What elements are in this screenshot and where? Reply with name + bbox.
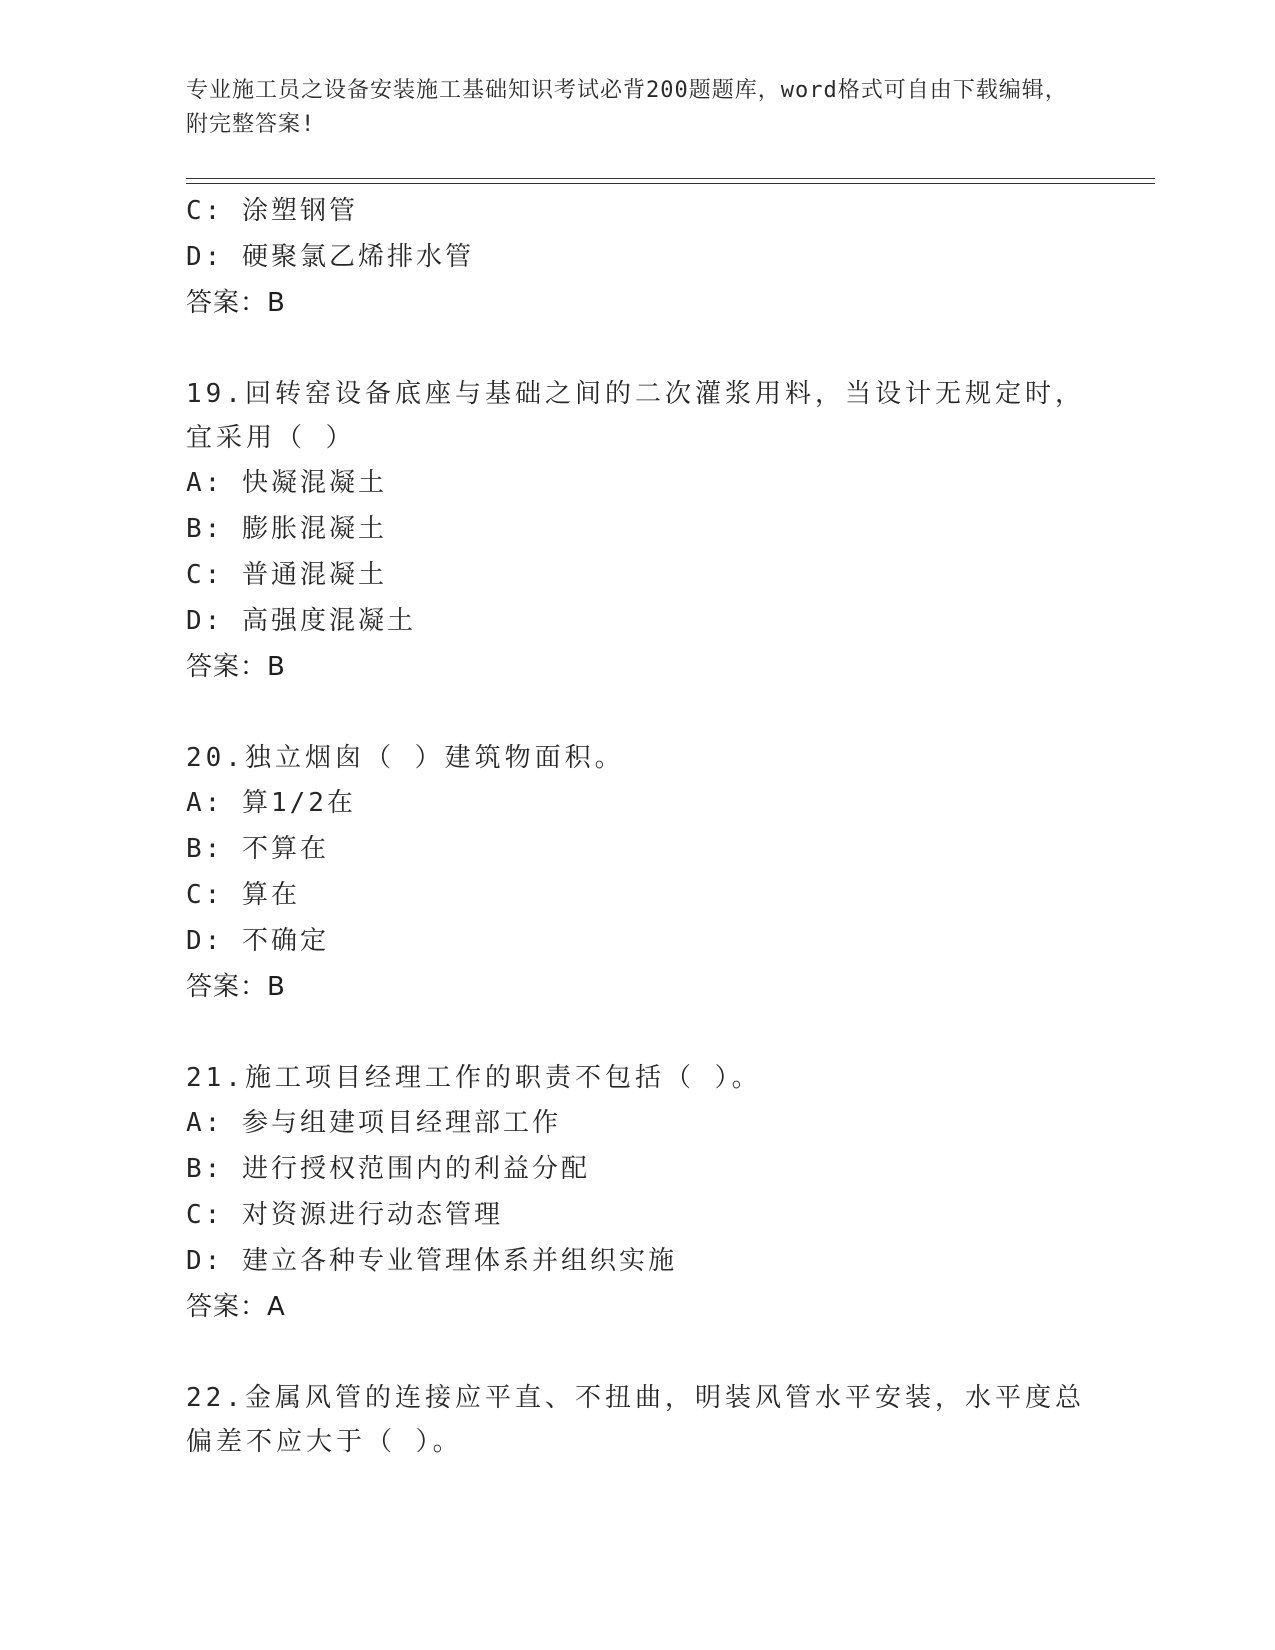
header-divider xyxy=(186,178,1155,184)
question-stem: 19.回转窑设备底座与基础之间的二次灌浆用料，当设计无规定时，宜采用（ ） xyxy=(186,379,1085,453)
option-a: A: 算1/2在 xyxy=(186,788,356,818)
option-b: B: 膨胀混凝土 xyxy=(186,514,387,544)
option-b: B: 进行授权范围内的利益分配 xyxy=(186,1154,590,1184)
option-c: C: 对资源进行动态管理 xyxy=(186,1200,503,1230)
question-list xyxy=(186,188,1086,1464)
question-stem: 21.施工项目经理工作的职责不包括（ ）。 xyxy=(186,1063,762,1093)
option-c: C: 普通混凝土 xyxy=(186,560,387,590)
option-c: C: 涂塑钢管 xyxy=(186,196,358,226)
option-c: C: 算在 xyxy=(186,880,300,910)
answer-line: 答案：B xyxy=(186,972,286,1002)
question-stem: 22.金属风管的连接应平直、不扭曲，明装风管水平安装，水平度总偏差不应大于（ ）。 xyxy=(186,1383,1085,1457)
option-a: A: 快凝混凝土 xyxy=(186,468,387,498)
question-stem: 20.独立烟囱（ ）建筑物面积。 xyxy=(186,743,625,773)
page-header: 专业施工员之设备安装施工基础知识考试必背200题题库，word格式可自由下载编辑，附完整答案! xyxy=(186,78,1068,137)
answer-line: 答案：B xyxy=(186,652,286,682)
option-b: B: 不算在 xyxy=(186,834,329,864)
option-d: D: 建立各种专业管理体系并组织实施 xyxy=(186,1246,677,1276)
option-d: D: 硬聚氯乙烯排水管 xyxy=(186,242,474,272)
option-d: D: 不确定 xyxy=(186,926,329,956)
option-a: A: 参与组建项目经理部工作 xyxy=(186,1108,561,1138)
answer-line: 答案：B xyxy=(186,288,286,318)
answer-line: 答案：A xyxy=(186,1292,286,1322)
option-d: D: 高强度混凝土 xyxy=(186,606,416,636)
